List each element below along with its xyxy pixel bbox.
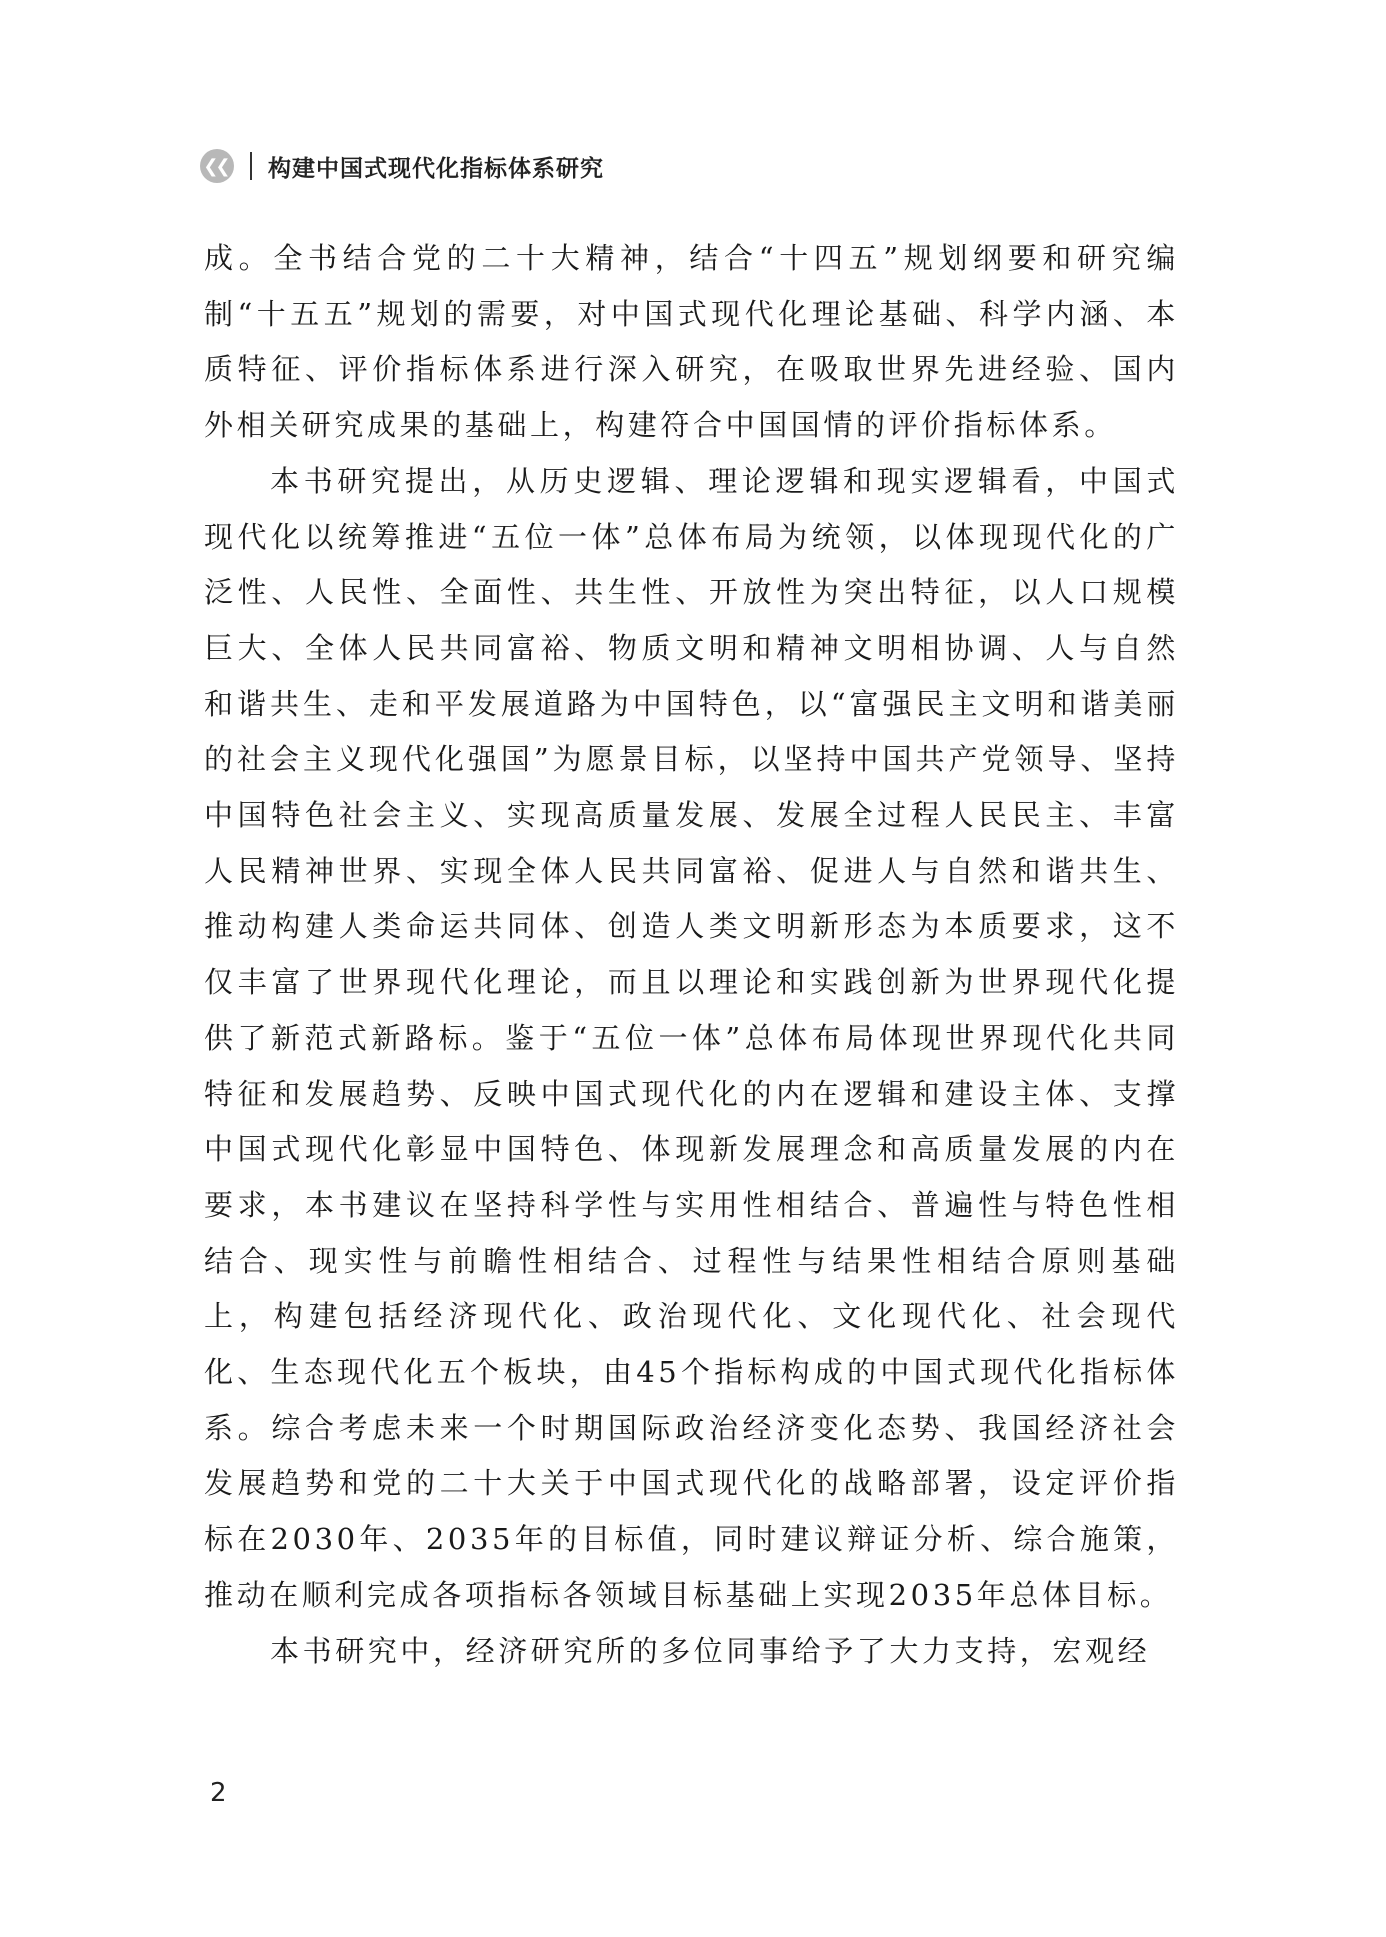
paragraph-continued: 成。全书结合党的二十大精神，结合“十四五”规划纲要和研究编制“十五五”规划的需要，对中国式现代化理论基础、科学内涵、本质特征、评价指标体系进行深入研究，在吸取世界先进经验、国内外相关研究成果的基础上，构建符合中国国情的评价指标体系。 [204, 241, 1179, 443]
paragraph-research-findings: 本书研究提出，从历史逻辑、理论逻辑和现实逻辑看，中国式现代化以统筹推进“五位一体”总体布局为统领，以体现现代化的广泛性、人民性、全面性、共生性、开放性为突出特征，以人口规模巨大、全体人民共同富裕、物质文明和精神文明相协调、人与自然和谐共生、走和平发展道路为中国特色，以“富强民主文明和谐美丽的社会主义现代化强国”为愿景目标，以坚持中国共产党领导、坚持中国特色社会主义、实现高质量发展、发展全过程人民民主、丰富人民精神世界、实现全体人民共同富裕、促进人与自然和谐共生、推动构建人类命运共同体、创造人类文明新形态为本质要求，这不仅丰富了世界现代化理论，而且以理论和实践创新为世界现代化提供了新范式新路标。鉴于“五位一体”总体布局体现世界现代化共同特征和发展趋势、反映中国式现代化的内在逻辑和建设主体、支撑中国式现代化彰显中国特色、体现新发展理念和高质量发展的内在要求，本书建议在坚持科学性与实用性相结合、普遍性与特色性相结合、现实性与前瞻性相结合、过程性与结果性相结合原则基础上，构建包括经济现代化、政治现代化、文化现代化、社会现代化、生态现代化五个板块，由45个指标构成的中国式现代化指标体系。综合考虑未来一个时期国际政治经济变化态势、我国经济社会发展趋势和党的二十大关于中国式现代化的战略部署，设定评价指标在2030年、2035年的目标值，同时建议辩证分析、综合施策，推动在顺利完成各项指标各领域目标基础上实现2035年总体目标。 [204, 463, 1179, 1612]
running-header [200, 146, 604, 186]
paragraph-acknowledgements: 本书研究中，经济研究所的多位同事给予了大力支持，宏观经 [270, 1633, 1151, 1668]
page-number: 2 [210, 1778, 227, 1808]
rewind-icon: ❮❮ [200, 149, 234, 183]
body-text [204, 231, 1179, 1679]
header-divider [250, 152, 252, 180]
running-header-title: 构建中国式现代化指标体系研究 [268, 155, 604, 182]
